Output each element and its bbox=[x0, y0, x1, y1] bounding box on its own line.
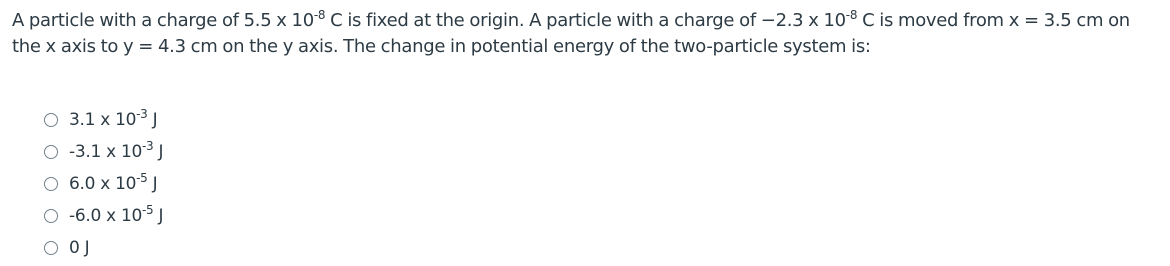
radio-button[interactable] bbox=[44, 113, 58, 127]
answer-unit: J bbox=[153, 206, 164, 226]
answer-unit: J bbox=[147, 110, 158, 130]
radio-button[interactable] bbox=[44, 145, 58, 159]
question-text-part: A particle with a charge of 5.5 x 10 bbox=[12, 10, 314, 31]
answer-option[interactable] bbox=[44, 104, 444, 136]
question-text-part: C is fixed at the origin. A particle with a charge of −2.3 x 10 bbox=[325, 10, 846, 31]
answer-list bbox=[44, 104, 444, 264]
answer-unit: J bbox=[147, 174, 158, 194]
answer-exponent: -3 bbox=[141, 139, 154, 153]
answer-option[interactable] bbox=[44, 136, 444, 168]
answer-base: 3.1 x 10 bbox=[69, 110, 137, 130]
answer-label bbox=[69, 107, 158, 130]
answer-label: 0 J bbox=[69, 238, 90, 258]
answer-base: -3.1 x 10 bbox=[69, 142, 142, 162]
exponent: -8 bbox=[845, 8, 858, 22]
radio-button[interactable] bbox=[44, 177, 58, 191]
answer-label bbox=[69, 203, 164, 226]
answer-base: -6.0 x 10 bbox=[69, 206, 142, 226]
answer-exponent: -5 bbox=[141, 203, 154, 217]
exponent: -8 bbox=[313, 8, 326, 22]
question-text bbox=[12, 8, 1162, 60]
answer-option[interactable] bbox=[44, 168, 444, 200]
answer-label bbox=[69, 139, 164, 162]
answer-option[interactable] bbox=[44, 200, 444, 232]
answer-unit: J bbox=[153, 142, 164, 162]
answer-label bbox=[69, 171, 158, 194]
radio-button[interactable] bbox=[44, 209, 58, 223]
answer-base: 6.0 x 10 bbox=[69, 174, 137, 194]
answer-exponent: -5 bbox=[136, 171, 148, 185]
answer-option[interactable] bbox=[44, 232, 444, 264]
radio-button[interactable] bbox=[44, 241, 58, 255]
question-text-part: C is moved from x = 3.5 cm on the x axis to y = 4.3 cm on the y axis. The change in potential energy of the two-particle system is: bbox=[12, 10, 1130, 57]
answer-exponent: -3 bbox=[136, 107, 148, 121]
